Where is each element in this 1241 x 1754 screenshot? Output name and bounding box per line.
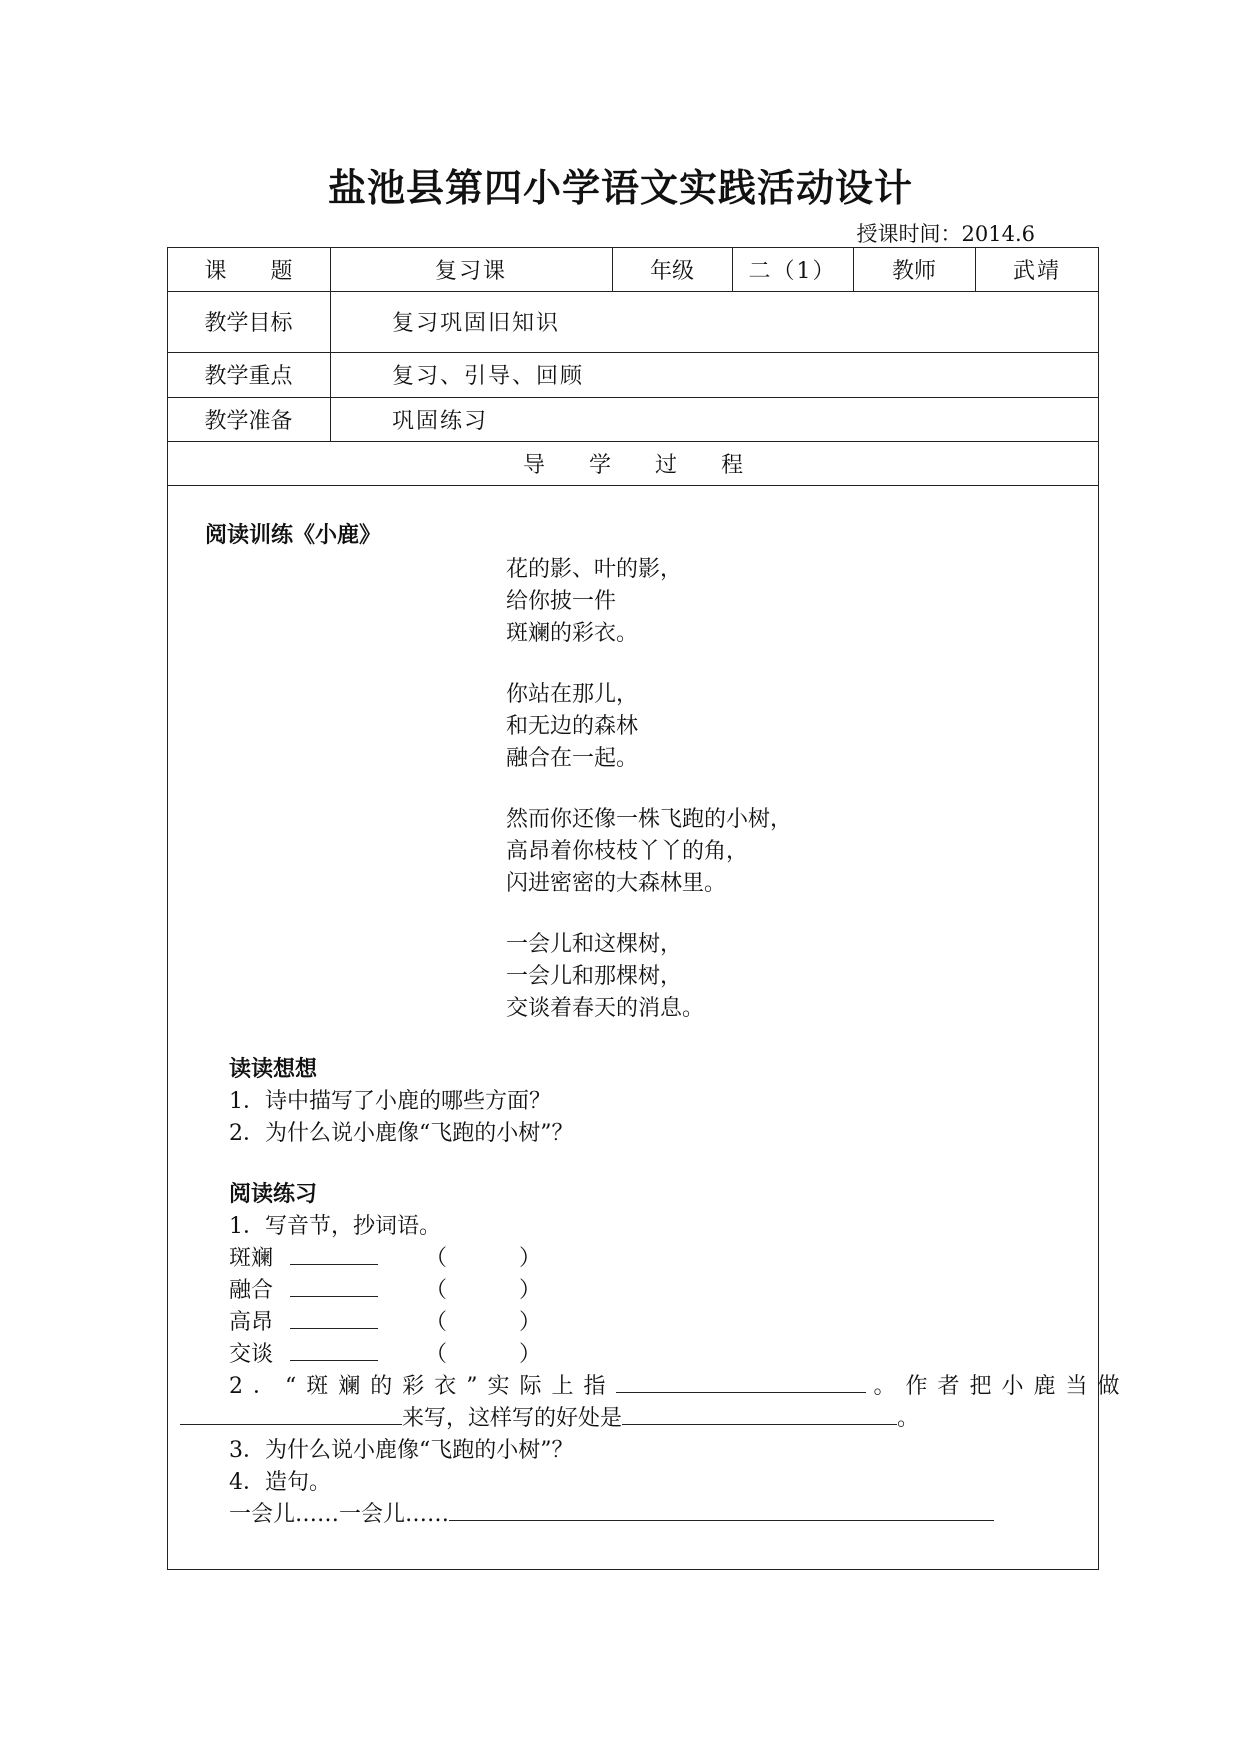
practice-question-2-line-1: 2．“斑斓的彩衣”实际上指 。作者把小鹿当做 (229, 1374, 1130, 1399)
poem-line: 斑斓的彩衣。 (506, 621, 639, 646)
teacher-label: 教师 (891, 258, 936, 284)
practice-question-4: 4．造句。 (229, 1470, 331, 1495)
topic-label: 课 题 (204, 258, 293, 284)
practice-heading: 阅读练习 (229, 1182, 318, 1207)
word-item (229, 1337, 541, 1368)
pinyin-blank[interactable]: （ ） (425, 1310, 542, 1335)
copy-blank[interactable] (290, 1308, 378, 1329)
preparation-value: 巩固练习 (392, 408, 489, 434)
think-heading: 读读想想 (229, 1057, 318, 1082)
think-question-2: 2．为什么说小鹿像“飞跑的小树”？ (229, 1121, 574, 1146)
copy-blank[interactable] (290, 1340, 378, 1361)
poem-line: 你站在那儿， (506, 682, 639, 707)
practice-question-1: 1．写音节，抄词语。 (229, 1214, 441, 1239)
document-title: 盐池县第四小学语文实践活动设计 (327, 166, 913, 210)
copy-blank[interactable] (290, 1244, 378, 1265)
objective-value: 复习巩固旧知识 (392, 311, 561, 336)
poem-line: 一会儿和这棵树， (506, 932, 683, 957)
poem-line: 高昂着你枝枝丫丫的角， (506, 839, 749, 864)
preparation-label: 教学准备 (204, 408, 293, 434)
word-item (229, 1305, 541, 1336)
answer-blank[interactable] (622, 1404, 897, 1425)
pinyin-blank[interactable]: （ ） (425, 1278, 542, 1303)
key-points-value: 复习、引导、回顾 (392, 364, 585, 389)
reading-heading: 阅读训练《小鹿》 (205, 523, 382, 548)
word: 斑斓 (229, 1246, 274, 1271)
poem-line: 然而你还像一株飞跑的小树， (506, 807, 793, 832)
pinyin-blank[interactable]: （ ） (425, 1342, 542, 1367)
pinyin-blank[interactable]: （ ） (425, 1246, 542, 1271)
lesson-date: 授课时间：2014.6 (856, 222, 1035, 246)
word-item (229, 1241, 541, 1272)
practice-question-3: 3．为什么说小鹿像“飞跑的小树”？ (229, 1438, 574, 1463)
word-item (229, 1273, 541, 1304)
poem-line: 给你披一件 (506, 589, 617, 614)
poem-line: 闪进密密的大森林里。 (506, 871, 727, 896)
poem-line: 交谈着春天的消息。 (506, 996, 705, 1021)
think-question-1: 1．诗中描写了小鹿的哪些方面？ (229, 1089, 551, 1114)
objective-label: 教学目标 (204, 311, 293, 336)
process-header: 导 学 过 程 (522, 452, 743, 478)
poem-line: 一会儿和那棵树， (506, 964, 683, 989)
poem-line: 和无边的森林 (506, 714, 639, 739)
poem-line: 花的影、叶的影， (506, 557, 683, 582)
word: 交谈 (229, 1342, 274, 1367)
sentence-line: 一会儿……一会儿…… (229, 1497, 994, 1528)
topic-value: 复习课 (434, 258, 507, 284)
grade-value: 二（1） (748, 258, 837, 284)
word: 融合 (229, 1278, 274, 1303)
sentence-blank[interactable] (449, 1500, 994, 1521)
copy-blank[interactable] (290, 1276, 378, 1297)
table-divider (167, 485, 1099, 486)
key-points-label: 教学重点 (204, 364, 293, 389)
teacher-value: 武靖 (1012, 258, 1061, 284)
word: 高昂 (229, 1310, 274, 1335)
practice-question-2-line-2: 来写，这样写的好处是 。 (180, 1401, 919, 1432)
answer-blank[interactable] (180, 1404, 402, 1425)
answer-blank[interactable] (616, 1372, 866, 1393)
poem-line: 融合在一起。 (506, 746, 639, 771)
grade-label: 年级 (649, 258, 694, 284)
